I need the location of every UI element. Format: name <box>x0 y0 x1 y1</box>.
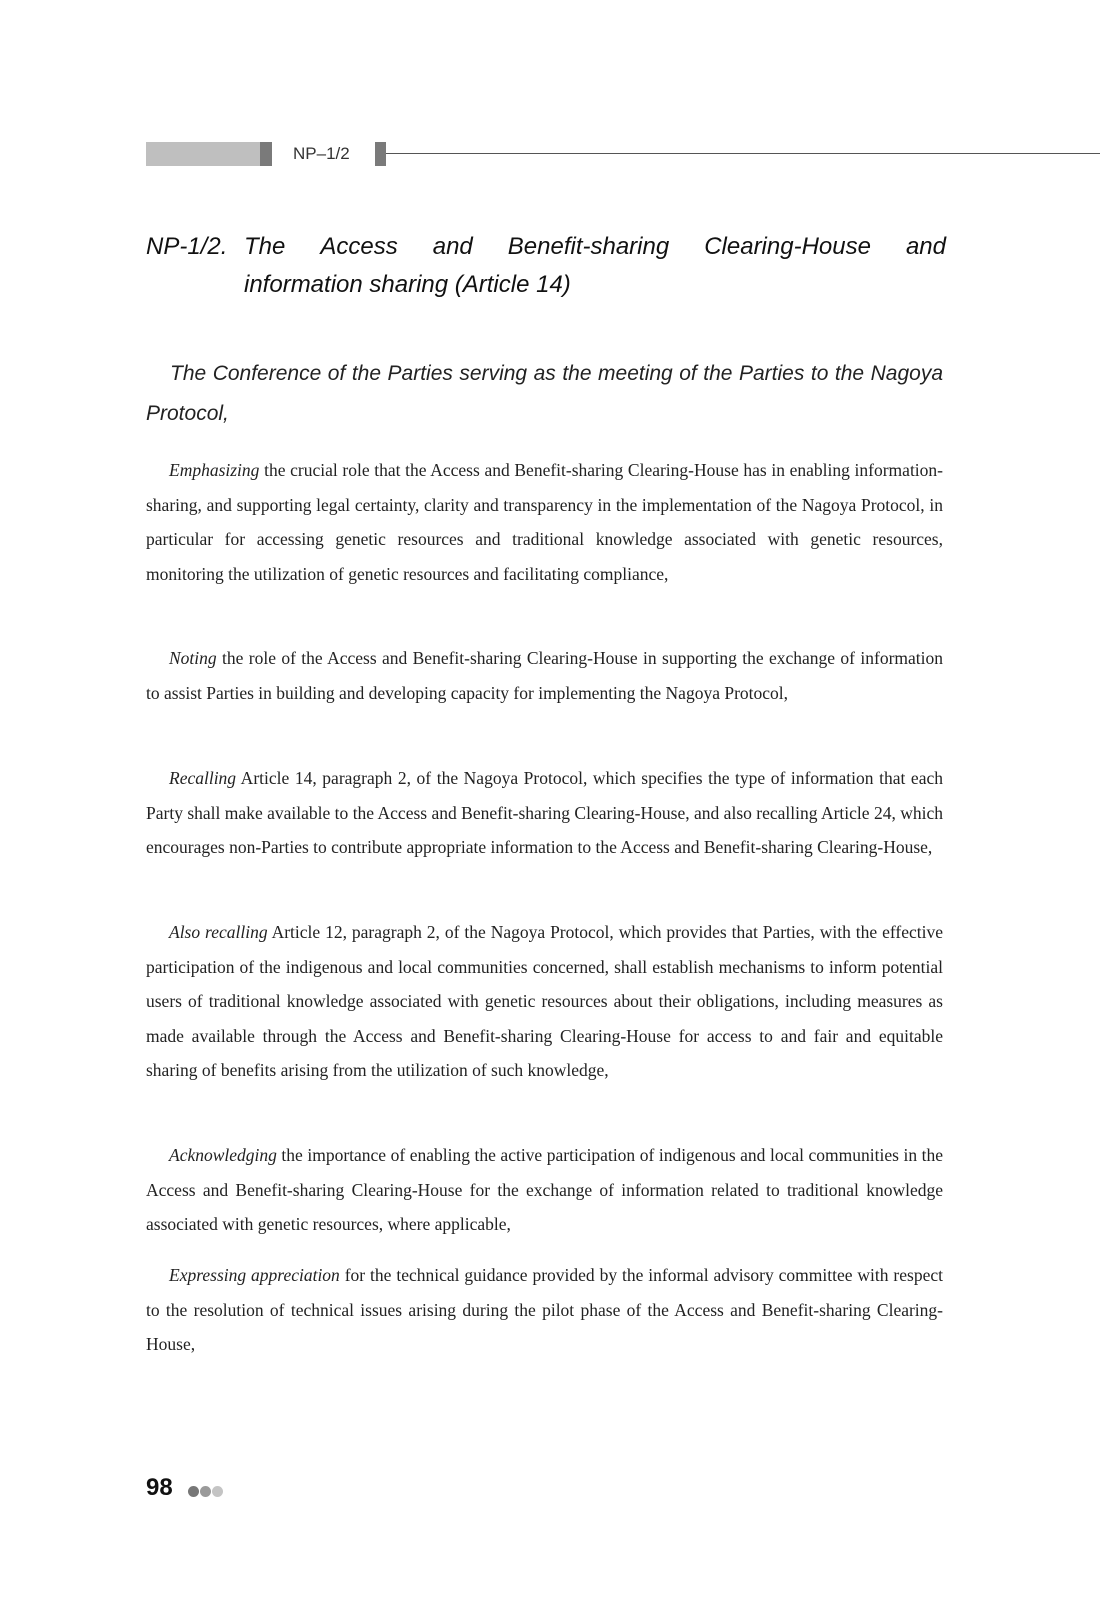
paragraph-text: the importance of enabling the active participation of indigenous and local communities in the Access and Benefit-sharing Clearing-House for the exchange of information related to traditional knowledge associated with genetic resources, where applicable, <box>146 1145 943 1235</box>
paragraph-emphasizing <box>146 453 943 591</box>
paragraph-text: for the technical guidance provided by the informal advisory committee with respect to the resolution of technical issues arising during the pilot phase of the Access and Benefit-sharing Clearing-House, <box>146 1265 943 1355</box>
paragraph-lead: Also recalling <box>169 922 268 942</box>
title-line-2: information sharing (Article 14) <box>244 271 571 298</box>
title-word: Access <box>320 233 398 260</box>
paragraph-text: Article 12, paragraph 2, of the Nagoya Protocol, which provides that Parties, with the effective participation of the indigenous and local communities concerned, shall establish mechanisms to inform potential users of traditional knowledge associated with genetic resources about their obligations, including measures as made available through the Access and Benefit-sharing Clearing-House for access to and fair and equitable sharing of benefits arising from the utilization of such knowledge, <box>146 922 943 1081</box>
title-word: and <box>432 233 473 260</box>
paragraph-text: Article 14, paragraph 2, of the Nagoya Protocol, which specifies the type of information that each Party shall make available to the Access and Benefit-sharing Clearing-House, and also recalling Article 24, which encourages non-Parties to contribute appropriate information to the Access and Benefit-sharing Clearing-House, <box>146 768 943 858</box>
header-bar-dark <box>260 142 272 166</box>
paragraph-recalling <box>146 761 943 865</box>
title-word: and <box>905 233 946 260</box>
page-dot-2 <box>200 1486 211 1497</box>
paragraph-lead: Recalling <box>169 768 237 788</box>
page-dot-1 <box>188 1486 199 1497</box>
paragraph-expressing-appreciation <box>146 1258 943 1362</box>
paragraph-acknowledging <box>146 1138 943 1242</box>
header-rule <box>386 153 1100 154</box>
title-word: The <box>244 233 286 260</box>
preamble: The Conference of the Parties serving as the meeting of the Parties to the Nagoya Protocol, <box>146 362 943 425</box>
paragraph-lead: Noting <box>169 648 217 668</box>
page-dot-3 <box>212 1486 223 1497</box>
header-code: NP–1/2 <box>293 144 350 163</box>
title-word: Clearing-House <box>704 233 871 260</box>
paragraph-text: the role of the Access and Benefit-sharing Clearing-House in supporting the exchange of information to assist Parties in building and developing capacity for implementing the Nagoya Protocol, <box>146 648 943 703</box>
paragraph-noting <box>146 641 943 710</box>
title-word: Benefit-sharing <box>507 233 670 260</box>
page-number: 98 <box>146 1474 173 1501</box>
decision-title <box>146 228 946 304</box>
header-bar-light <box>146 142 260 166</box>
paragraph-text: the crucial role that the Access and Benefit-sharing Clearing-House has in enabling information-sharing, and supporting legal certainty, clarity and transparency in the implementation of the Nagoya Protocol, in particular for accessing genetic resources and traditional knowledge associated with genetic resources, monitoring the utilization of genetic resources and facilitating compliance, <box>146 460 943 584</box>
decision-number: NP-1/2. <box>146 233 228 260</box>
paragraph-also-recalling <box>146 915 943 1088</box>
title-line-1 <box>244 228 946 266</box>
paragraph-lead: Expressing appreciation <box>169 1265 340 1285</box>
header-mark <box>375 142 386 166</box>
paragraph-lead: Acknowledging <box>169 1145 277 1165</box>
paragraph-lead: Emphasizing <box>169 460 260 480</box>
